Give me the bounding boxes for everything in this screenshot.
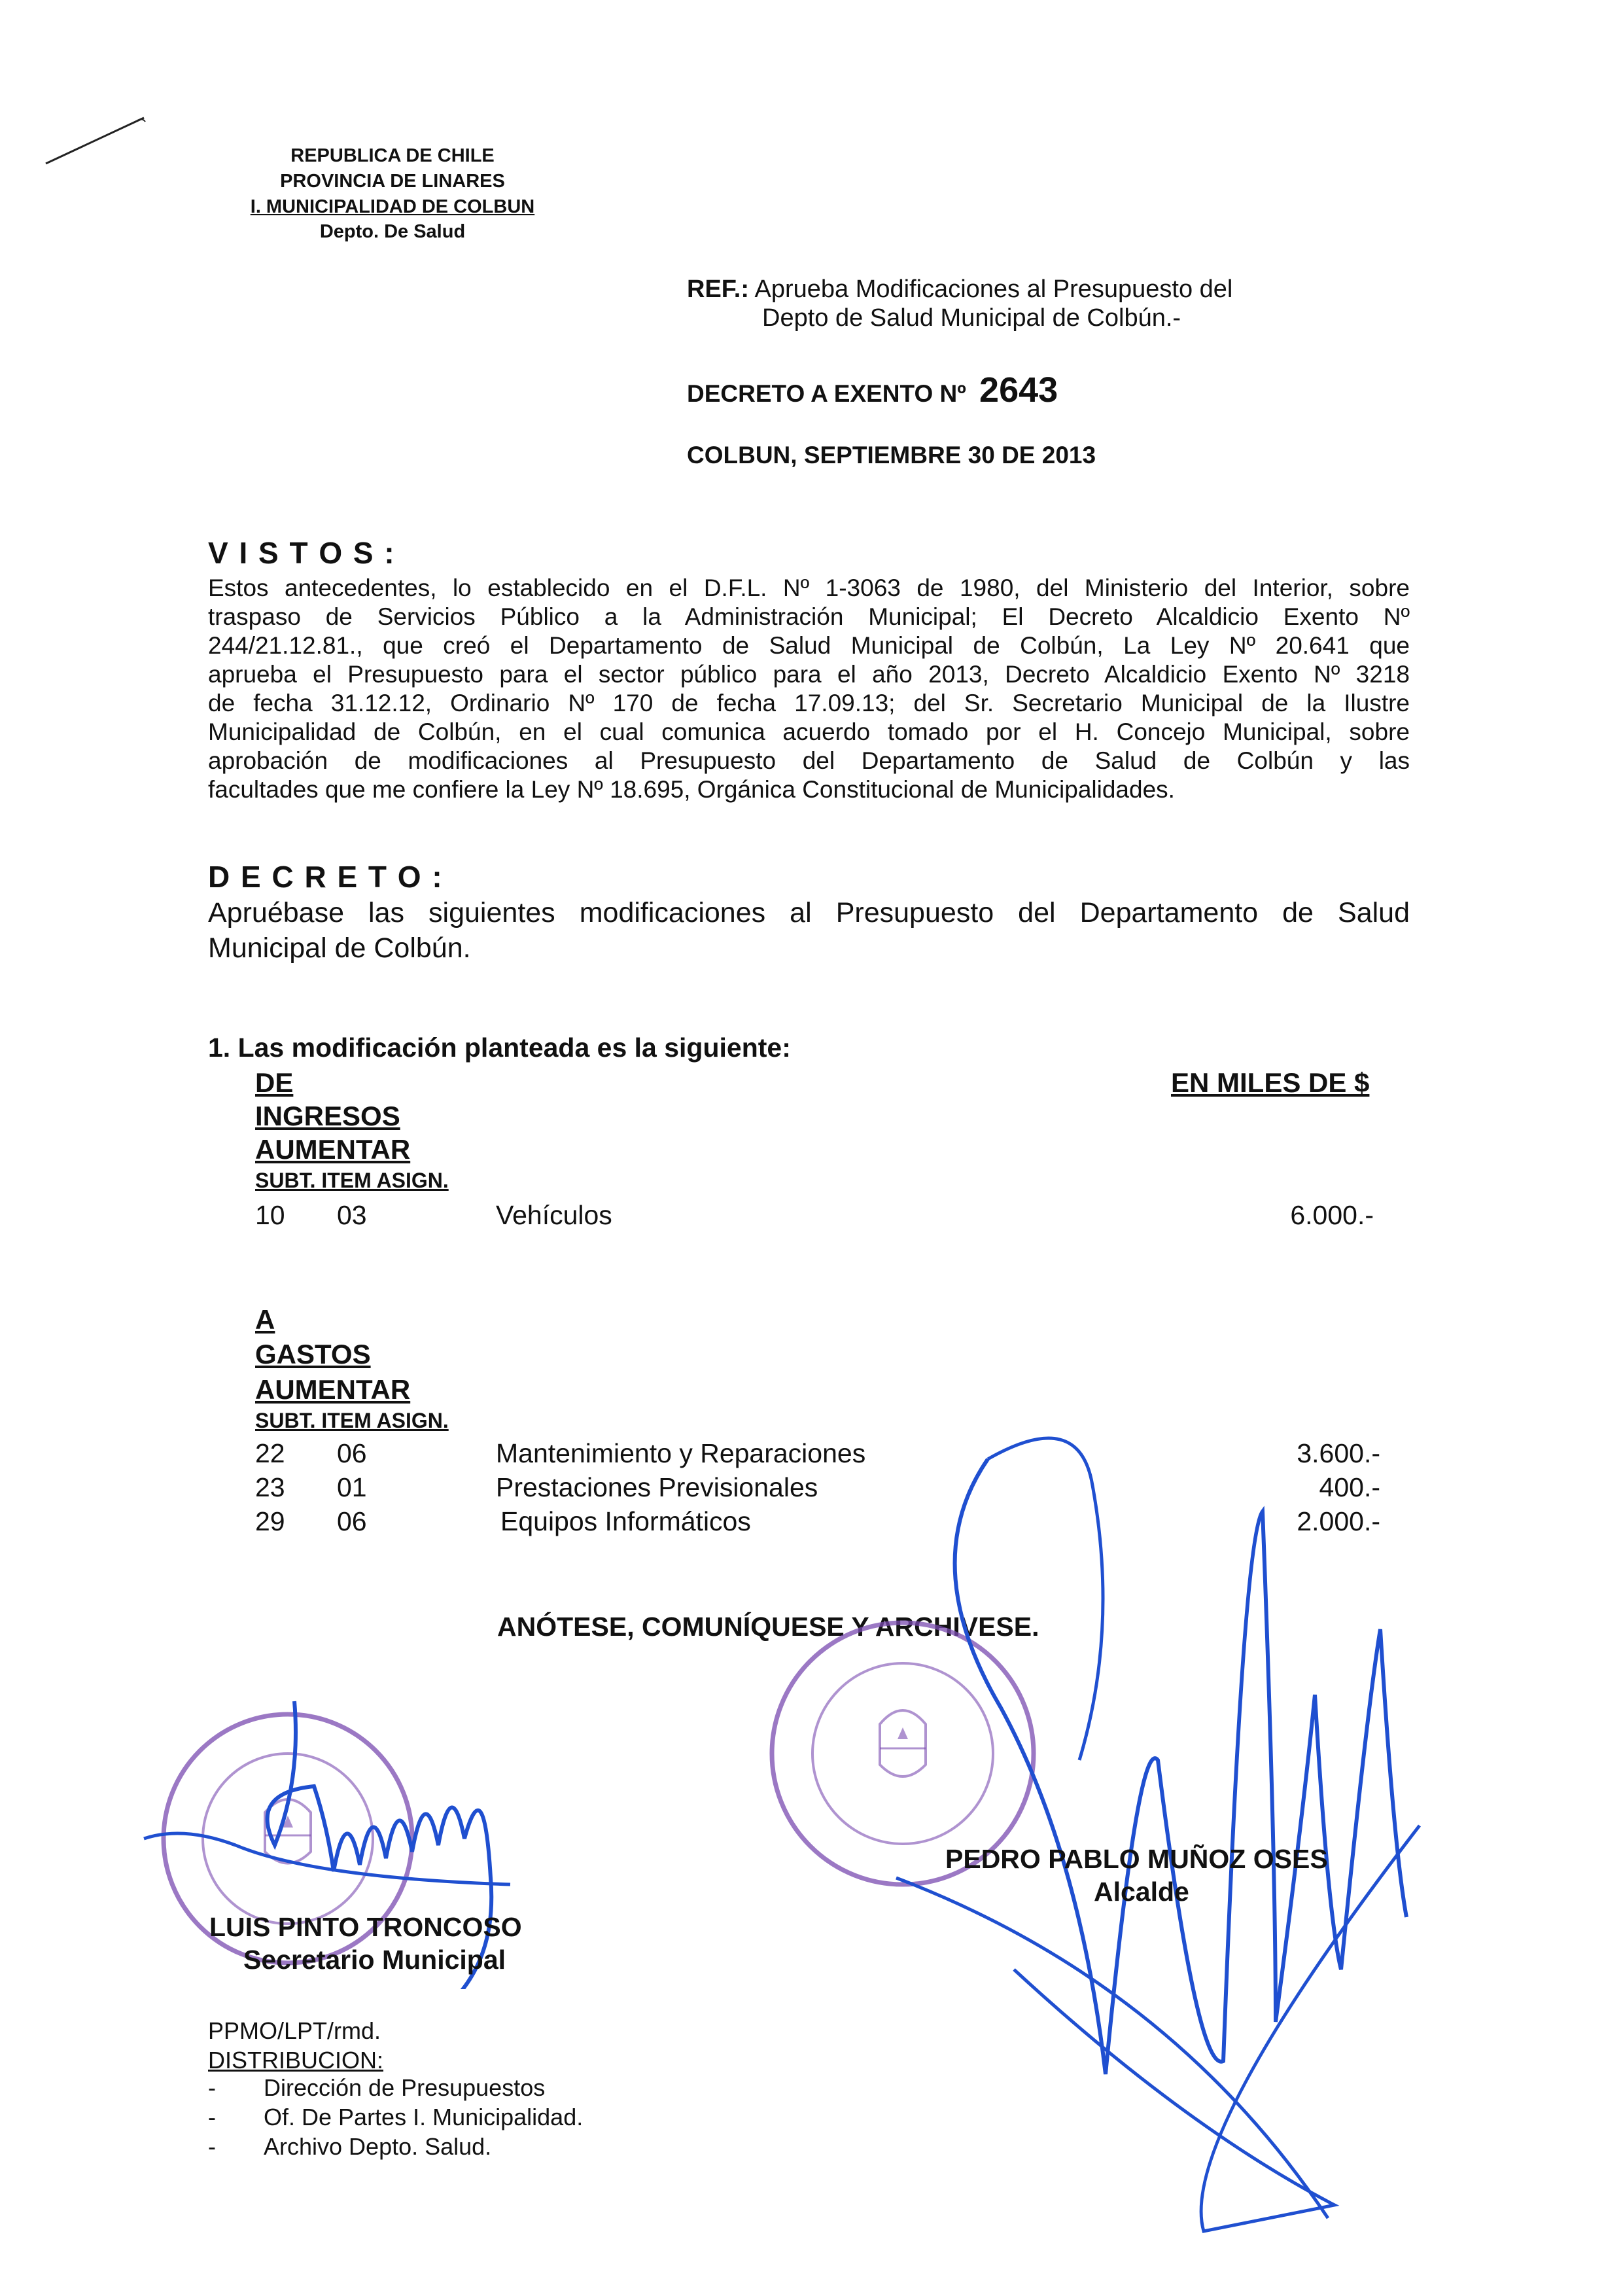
vistos-line: facultades que me confiere la Ley Nº 18.695, Orgánica Constitucional de Municipalidades. <box>208 776 1175 803</box>
ref-block <box>687 275 1232 332</box>
distribution-list <box>208 2073 583 2161</box>
row-item: 01 <box>337 1472 367 1502</box>
row-item: 06 <box>337 1506 367 1536</box>
from-action: AUMENTAR <box>255 1134 411 1165</box>
from-type: INGRESOS <box>255 1101 400 1131</box>
header-municipality: I. MUNICIPALIDAD DE COLBUN <box>250 196 535 217</box>
to-columns: SUBT. ITEM ASIGN. <box>255 1409 449 1432</box>
mayor-title: Alcalde <box>1094 1877 1189 1907</box>
header-province: PROVINCIA DE LINARES <box>280 171 505 192</box>
footer-initials: PPMO/LPT/rmd. <box>208 2017 381 2044</box>
decree-number: 2643 <box>979 370 1058 410</box>
vistos-line: traspaso de Servicios Público a la Administración Municipal; El Decreto Alcaldicio Exento Nº <box>208 603 1410 630</box>
currency-label: EN MILES DE $ <box>1171 1067 1370 1098</box>
row-amount: 2.000.- <box>1297 1506 1380 1536</box>
distribution-item: - Of. De Partes I. Municipalidad. <box>208 2102 583 2132</box>
decree-title <box>687 370 1058 410</box>
distribution-item: - Archivo Depto. Salud. <box>208 2132 583 2161</box>
ref-label: REF.: <box>687 275 749 303</box>
row-desc: Mantenimiento y Reparaciones <box>496 1438 866 1468</box>
row-subt: 22 <box>255 1438 285 1468</box>
header-country: REPUBLICA DE CHILE <box>290 145 495 166</box>
decree-label: DECRETO A EXENTO Nº <box>687 380 966 407</box>
vistos-title: V I S T O S : <box>208 536 396 570</box>
secretary-title: Secretario Municipal <box>243 1945 506 1975</box>
vistos-line: aprobación de modificaciones al Presupuesto del Departamento de Salud de Colbún y las <box>208 747 1410 774</box>
vistos-line: Municipalidad de Colbún, en el cual comunica acuerdo tomado por el H. Concejo Municipal, sobre <box>208 718 1410 745</box>
closing-formula: ANÓTESE, COMUNÍQUESE Y ARCHIVESE. <box>497 1612 1039 1642</box>
to-label: A <box>255 1304 275 1335</box>
pen-mark <box>39 111 150 170</box>
row-amount: 6.000.- <box>1290 1200 1374 1230</box>
row-desc: Equipos Informáticos <box>500 1506 751 1536</box>
vistos-line: 244/21.12.81., que creó el Departamento de Salud Municipal de Colbún, La Ley Nº 20.641 que <box>208 632 1410 659</box>
ref-line-1: Aprueba Modificaciones al Presupuesto del <box>754 275 1233 303</box>
to-action: AUMENTAR <box>255 1374 411 1405</box>
row-desc: Prestaciones Previsionales <box>496 1472 818 1502</box>
row-item: 03 <box>337 1200 367 1230</box>
row-subt: 10 <box>255 1200 285 1230</box>
distribution-item: - Dirección de Presupuestos <box>208 2073 583 2102</box>
row-amount: 400.- <box>1319 1472 1380 1502</box>
from-label: DE <box>255 1067 294 1098</box>
ref-line-2: Depto de Salud Municipal de Colbún.- <box>762 304 1181 332</box>
row-subt: 29 <box>255 1506 285 1536</box>
distribution-label: DISTRIBUCION: <box>208 2047 384 2074</box>
vistos-line: Estos antecedentes, lo establecido en el D.F.L. Nº 1-3063 de 1980, del Ministerio del Interior, sobre <box>208 574 1410 601</box>
row-amount: 3.600.- <box>1297 1438 1380 1468</box>
row-subt: 23 <box>255 1472 285 1502</box>
from-columns: SUBT. ITEM ASIGN. <box>255 1169 449 1192</box>
decree-place-date: COLBUN, SEPTIEMBRE 30 DE 2013 <box>687 442 1096 468</box>
decreto-title: D E C R E T O : <box>208 860 444 894</box>
decreto-paragraph <box>208 895 1410 966</box>
to-type: GASTOS <box>255 1339 371 1369</box>
row-desc: Vehículos <box>496 1200 612 1230</box>
vistos-paragraph <box>208 574 1410 804</box>
secretary-name: LUIS PINTO TRONCOSO <box>209 1912 522 1942</box>
decreto-line-1: Apruébase las siguientes modificaciones al Presupuesto del Departamento de Salud <box>208 897 1410 928</box>
header-department: Depto. De Salud <box>319 221 466 242</box>
modification-heading: 1. Las modificación planteada es la siguiente: <box>208 1033 791 1063</box>
vistos-line: de fecha 31.12.12, Ordinario Nº 170 de fecha 17.09.13; del Sr. Secretario Municipal de la Ilustre <box>208 690 1410 716</box>
vistos-line: aprueba el Presupuesto para el sector público para el año 2013, Decreto Alcaldicio Exento Nº 3218 <box>208 661 1410 688</box>
decreto-line-2: Municipal de Colbún. <box>208 932 471 964</box>
mayor-name: PEDRO PABLO MUÑOZ OSES <box>945 1844 1328 1874</box>
mayor-signature <box>818 1328 1524 2244</box>
row-item: 06 <box>337 1438 367 1468</box>
